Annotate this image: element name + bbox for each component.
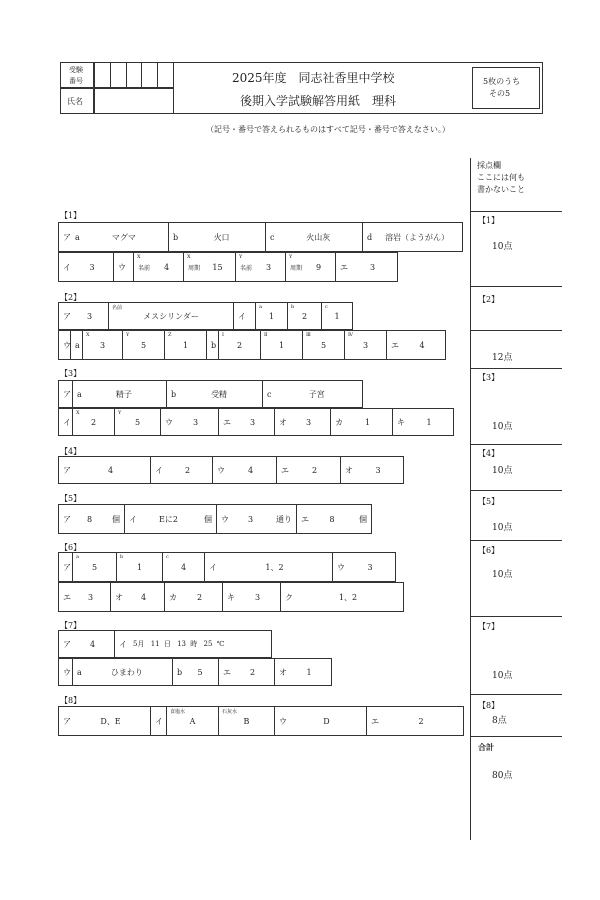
score-points-1: 10点 [492,242,513,252]
q8-i-label-cell: イ [151,707,167,735]
score-label-6: 【6】 [478,546,500,555]
q2-u-ii[interactable]: Ⅱ 1 [261,331,303,359]
q7-row-b [58,658,332,686]
section-label-3: 【3】 [60,369,82,378]
q1-u-label: ウ [118,262,126,272]
score-divider [470,330,562,331]
q7-row-a [58,630,272,658]
section-label-8: 【8】 [60,696,82,705]
q3-a-b[interactable]: b 受精 [167,381,263,407]
q2-e-answer: 4 [419,340,425,350]
q7-u-b[interactable]: b 5 [173,659,219,685]
total-label: 合計 [478,742,494,752]
score-label-1: 【1】 [478,216,500,225]
score-column-left-line [470,158,471,840]
score-divider [470,286,562,287]
name-label-cell [60,88,94,114]
q2-name-answer: メスシリンダー [143,311,199,321]
q8-i-lime[interactable]: 石灰水 B [219,707,275,735]
q8-i-salt[interactable]: 食塩水 A [167,707,219,735]
section-label-7: 【7】 [60,621,82,630]
q3-i-label-cell [59,409,73,435]
q2-e-label: エ [391,340,399,350]
score-divider [470,540,562,541]
score-divider [470,211,562,212]
score-points-5: 10点 [492,523,513,533]
q3-o-cell[interactable]: オ 3 [275,409,331,435]
q3-u-cell[interactable]: ウ 3 [161,409,219,435]
q3-ki-cell[interactable]: キ 1 [397,417,432,427]
section-label-5: 【5】 [60,494,82,503]
score-label-8: 【8】 [478,701,500,710]
q2-u-x[interactable]: X 3 [83,331,123,359]
instruction-text: （記号・番号で答えられるものはすべて記号・番号で答えなさい。） [206,125,450,134]
score-note-1: ここには何も [477,173,525,182]
q3-ka-cell[interactable]: カ 1 [331,409,393,435]
q1-e-cell[interactable] [336,253,397,281]
score-divider [470,444,562,445]
q8-row [58,706,464,736]
q7-o-cell[interactable]: オ 1 [279,667,312,677]
q6-a-c[interactable]: c 4 [163,553,205,581]
q3-a-label-cell [59,381,73,407]
q2-u-iv[interactable]: Ⅳ 3 [345,331,387,359]
score-label-4: 【4】 [478,449,500,458]
q2-row-b [58,330,446,360]
q2-a-cell[interactable] [59,303,109,329]
q1-c-answer: 火山灰 [306,232,331,242]
q6-u-cell[interactable]: ウ 3 [337,562,373,572]
q2-u-label: ウ [63,340,71,350]
q2-i-b[interactable]: b 2 [288,303,322,329]
q3-i-label: イ [63,417,71,427]
q2-u-y[interactable]: Y 5 [123,331,165,359]
q6-ki-cell[interactable]: キ 3 [223,583,281,611]
q1-u-x-period[interactable]: X 周期 15 [184,253,236,281]
score-divider [470,368,562,369]
q1-a-part-d[interactable]: d 溶岩（ようがん） [363,223,462,251]
section-label-2: 【2】 [60,293,82,302]
q2-i-a[interactable]: a 1 [256,303,288,329]
q5-e-cell[interactable]: エ 8 個 [301,514,367,524]
score-points-4: 10点 [492,466,513,476]
q1-a-answer: マグマ [111,232,136,242]
q3-row-a [58,380,363,408]
score-points-6: 10点 [492,570,513,580]
section-label-4: 【4】 [60,447,82,456]
q8-e-cell[interactable]: エ 2 [371,716,424,726]
q4-row [58,456,404,484]
q1-a-part-c[interactable]: c 火山灰 [266,223,363,251]
section-label-1: 【1】 [60,211,82,220]
q1-a-part-a[interactable]: ア a マグマ [59,223,169,251]
q6-o-cell[interactable]: オ 4 [111,583,165,611]
score-points-2: 12点 [492,353,513,363]
q3-a-a[interactable]: a 精子 [73,381,167,407]
q5-row [58,504,372,534]
q2-name-cell[interactable]: 名前 メスシリンダー [109,303,234,329]
score-label-3: 【3】 [478,373,500,382]
q2-u-i[interactable]: Ⅰ 2 [219,331,261,359]
q7-u-a[interactable]: a ひまわり [73,659,173,685]
q2-e-cell[interactable] [387,331,445,359]
q1-row-a [58,222,463,252]
q4-a-cell[interactable]: ア 4 [59,457,151,483]
q6-row-a [58,552,396,582]
q1-u-y-period[interactable]: Y 周期 9 [286,253,336,281]
page-info-2: その5 [489,89,511,98]
q3-e-cell[interactable]: エ 3 [219,409,275,435]
q1-i-label: イ [63,262,71,272]
q2-row-a [58,302,353,330]
q1-e-answer: 3 [369,262,376,272]
q1-u-x-name[interactable]: X 名前 4 [134,253,184,281]
q2-i-c[interactable]: c 1 [325,304,340,321]
q6-ku-cell[interactable]: ク 1、2 [285,592,358,602]
q7-e-cell[interactable]: エ 2 [219,659,275,685]
q1-d-answer: 溶岩（ようがん） [385,232,450,242]
exam-number-field[interactable] [94,62,174,88]
score-divider [470,694,562,695]
q6-a-label-cell: ア [59,553,73,581]
exam-number-label-1: 受験 [69,66,83,74]
score-points-3: 10点 [492,422,513,432]
q4-i-cell[interactable]: イ 2 [151,457,213,483]
q8-u-cell[interactable]: ウ D [275,707,367,735]
q1-a-label: ア [63,232,71,242]
q3-a-c[interactable]: c 子宮 [267,389,325,399]
q3-a-label: ア [63,389,71,399]
q3-i-y[interactable]: Y 5 [115,409,161,435]
score-label-5: 【5】 [478,497,500,506]
q3-i-x[interactable]: X 2 [73,409,115,435]
q6-a-a[interactable]: a 5 [73,553,117,581]
score-divider [470,616,562,617]
score-note-2: 書かないこと [477,185,525,194]
q2-i-label: イ [238,311,246,321]
total-points: 80点 [492,771,513,781]
q2-u-a-cell: a [71,331,83,359]
q4-e-cell[interactable]: エ 2 [277,457,341,483]
q1-i-answer: 3 [89,262,95,272]
section-label-6: 【6】 [60,543,82,552]
q1-b-answer: 火口 [213,232,230,242]
score-divider [470,490,562,491]
page-info-box [472,67,540,109]
name-field[interactable] [94,88,174,114]
q2-a-label: ア [63,311,71,321]
q3-row-b [58,408,454,436]
q4-u-cell[interactable]: ウ 4 [213,457,277,483]
score-label-2: 【2】 [478,295,500,304]
q2-u-iii[interactable]: Ⅲ 5 [303,331,345,359]
q2-i-label-cell [234,303,256,329]
q2-u-z[interactable]: Z 1 [165,331,207,359]
q8-a-cell[interactable]: ア D、E [59,707,151,735]
q7-a-cell[interactable]: ア 4 [59,631,115,657]
q1-row-b [58,252,398,282]
q6-row-b [58,582,404,612]
q5-i-cell[interactable]: イ Eに2 個 [125,505,217,533]
q1-u-label-cell [114,253,134,281]
q7-u-label-cell: ウ [59,659,73,685]
score-label-7: 【7】 [478,622,500,631]
q6-ka-cell[interactable]: カ 2 [165,583,223,611]
name-label: 氏名 [67,97,83,106]
q5-u-cell[interactable]: ウ 3 通り [217,505,297,533]
score-title: 採点欄 [477,161,501,170]
q1-e-label: エ [340,262,348,272]
exam-number-label-2: 番号 [69,77,83,85]
q2-u-label-cell [59,331,71,359]
q1-a-part-b[interactable]: b 火口 [169,223,266,251]
q5-a-cell[interactable]: ア 8 個 [59,505,125,533]
school-title: 2025年度 同志社香里中学校 [232,71,395,85]
score-points-8: 8点 [492,716,507,726]
q6-a-b[interactable]: b 1 [117,553,163,581]
q6-i-cell[interactable]: イ 1、2 [205,553,333,581]
q2-a-answer: 3 [86,311,93,321]
q7-i-cell[interactable]: イ 5月 11 日 13 時 25 ℃ [119,639,225,649]
exam-number-label-cell [60,62,94,88]
q1-i-cell[interactable] [59,253,114,281]
q2-u-b-cell: b [207,331,219,359]
q1-u-y-name[interactable]: Y 名前 3 [236,253,286,281]
page-info-1: 5枚のうち [483,77,521,86]
score-divider [470,736,562,737]
q4-o-cell[interactable]: オ 3 [345,465,381,475]
sheet-title: 後期入学試験解答用紙 理科 [240,94,397,108]
q6-e-cell[interactable]: エ 3 [59,583,111,611]
score-points-7: 10点 [492,671,513,681]
